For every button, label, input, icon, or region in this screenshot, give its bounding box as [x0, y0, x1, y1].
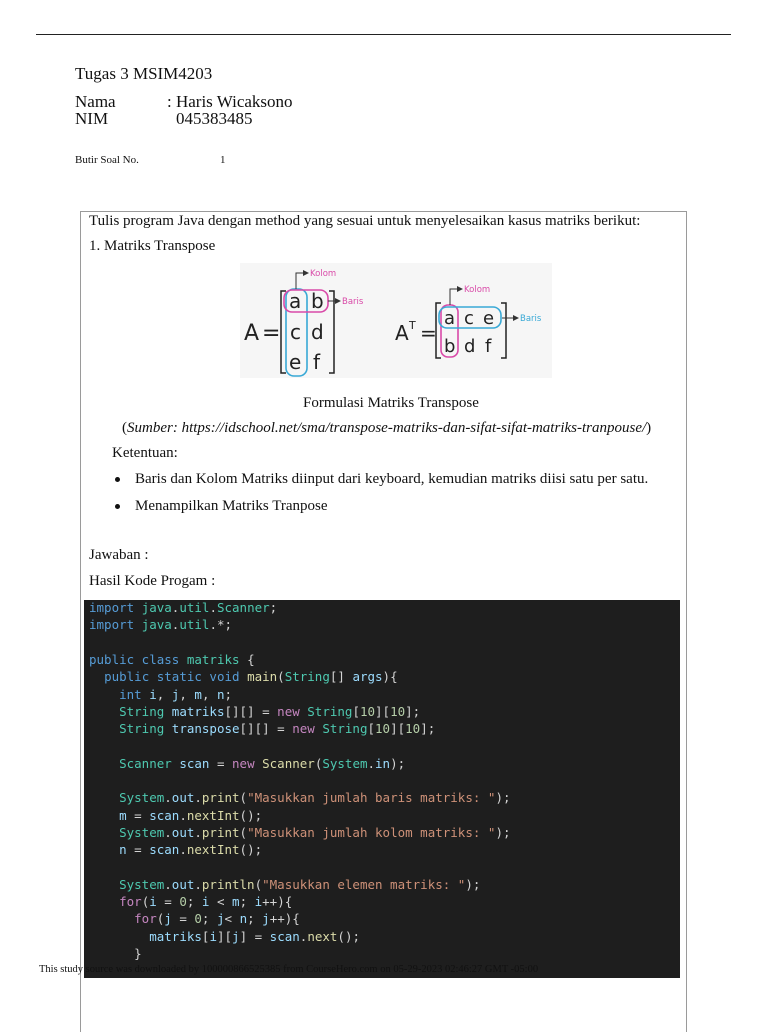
nim-value: 045383485 — [176, 109, 253, 128]
matrix-a-cell: a — [289, 289, 302, 313]
baris-label-a: Baris — [342, 297, 364, 307]
code-line: public class matriks { — [89, 651, 255, 667]
bullet-dot — [115, 504, 120, 509]
jawaban-label: Jawaban : — [89, 547, 149, 563]
ketentuan-heading: Ketentuan: — [112, 445, 178, 461]
code-line: } — [89, 946, 142, 961]
matrix-at-label: A — [395, 321, 409, 345]
nama-label: Nama — [75, 92, 116, 111]
code-line: import java.util.*; — [89, 617, 233, 633]
code-line: import java.util.Scanner; — [89, 600, 278, 615]
download-footer: This study source was downloaded by 100000866525385 from CourseHero.com on 05-29-2023 02:46:27 GMT -05:00 — [39, 964, 539, 975]
code-line: System.out.print("Masukkan jumlah kolom matriks: "); — [119, 824, 511, 840]
matrix-a-cell: f — [313, 350, 321, 374]
code-line: System.out.print("Masukkan jumlah baris matriks: "); — [119, 790, 511, 806]
matrix-a-cell: d — [311, 320, 324, 344]
matrix-at-cell: f — [485, 336, 492, 357]
hasil-kode-label: Hasil Kode Progam : — [89, 573, 216, 589]
matrix-at-cell: b — [444, 336, 456, 357]
code-line: for(i = 0; i < m; i++){ — [119, 894, 293, 910]
ketentuan-item-2: Menampilkan Matriks Tranpose — [135, 498, 328, 514]
butir-value: 1 — [220, 154, 226, 166]
code-line: String transpose[][] = new String[10][10]; — [119, 721, 436, 737]
nama-value: : Haris Wicaksono — [167, 92, 293, 111]
kolom-label-a: Kolom — [310, 269, 337, 279]
code-line: for(j = 0; j< n; j++){ — [134, 911, 300, 927]
kolom-label-at: Kolom — [464, 285, 491, 295]
code-line: System.out.println("Masukkan elemen matriks: "); — [119, 876, 481, 892]
matrix-a-label: A — [244, 321, 260, 346]
figure-caption: Formulasi Matriks Transpose — [303, 395, 479, 411]
code-line: Scanner scan = new Scanner(System.in); — [119, 755, 406, 771]
nim-label: NIM — [75, 109, 109, 128]
matrix-at-cell: a — [444, 308, 456, 329]
bullet-dot — [115, 477, 120, 482]
code-line: int i, j, m, n; — [119, 686, 233, 702]
matrix-at-cell: d — [464, 336, 476, 357]
matrix-a-cell: e — [289, 350, 302, 374]
equals-sign-a: = — [262, 321, 281, 346]
matrix-at-sup: T — [409, 319, 416, 332]
transpose-figure — [240, 263, 552, 378]
question-intro: Tulis program Java dengan method yang sesuai untuk menyelesaikan kasus matriks berikut: — [89, 213, 641, 229]
question-item-1: 1. Matriks Transpose — [89, 238, 216, 254]
matrix-a-cell: b — [311, 289, 324, 313]
code-line: public static void main(String[] args){ — [104, 669, 398, 685]
code-line: m = scan.nextInt(); — [119, 807, 263, 823]
butir-label: Butir Soal No. — [75, 154, 139, 166]
matrix-at-cell: c — [464, 308, 474, 329]
equals-sign-at: = — [420, 321, 437, 345]
top-rule — [36, 34, 731, 35]
baris-label-at: Baris — [520, 314, 542, 324]
matrix-a-cell: c — [290, 320, 301, 344]
matrix-at-cell: e — [483, 308, 495, 329]
figure-source: (Sumber: https://idschool.net/sma/transpose-matriks-dan-sifat-sifat-matriks-tranpouse/) — [122, 420, 652, 436]
doc-title: Tugas 3 MSIM4203 — [75, 64, 213, 83]
code-line: matriks[i][j] = scan.next(); — [149, 928, 360, 944]
code-line: String matriks[][] = new String[10][10]; — [119, 703, 421, 719]
code-block — [84, 600, 680, 978]
ketentuan-item-1: Baris dan Kolom Matriks diinput dari keyboard, kemudian matriks diisi satu per satu. — [135, 471, 649, 487]
code-line: n = scan.nextInt(); — [119, 842, 263, 858]
